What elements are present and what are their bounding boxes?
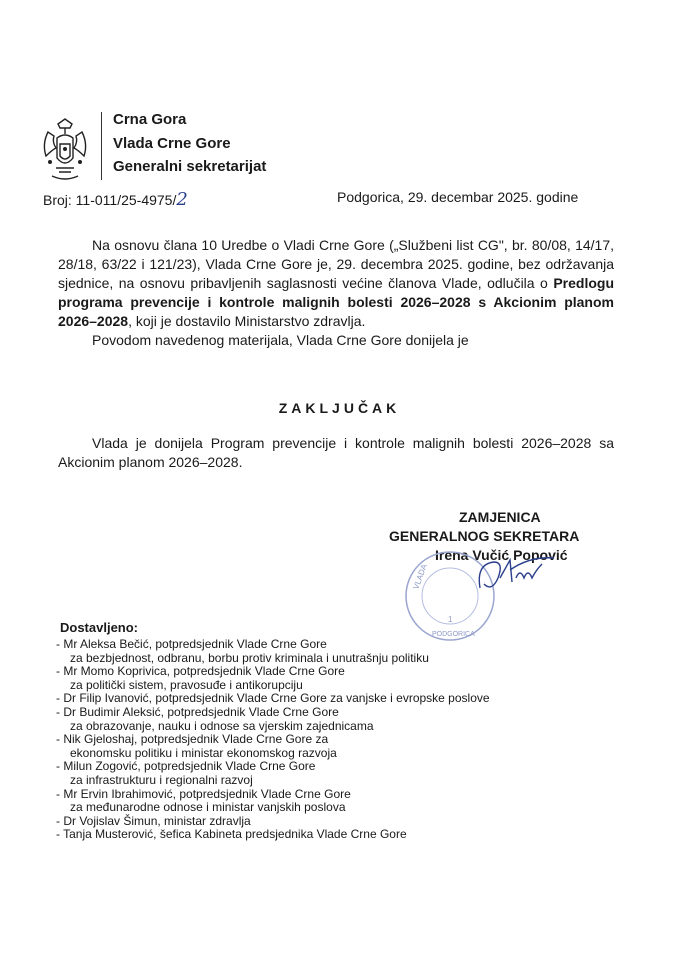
stamp-text-left: VLADA	[411, 562, 429, 591]
signatory-role-2: GENERALNOG SEKRETARA	[389, 528, 580, 544]
decision-sentence: Povodom navedenog materijala, Vlada Crne Gore donijela je	[92, 332, 469, 348]
conclusion-paragraph: Vlada je donijela Program prevencije i kontrole malignih bolesti 2026–2028 sa Akcionim planom 2026–2028.	[58, 435, 614, 470]
place-date: Podgorica, 29. decembar 2025. godine	[337, 189, 579, 205]
document-title: ZAKLJUČAK	[278, 400, 401, 416]
signatory-role-1: ZAMJENICA	[459, 509, 541, 525]
handwritten-signature	[470, 548, 560, 598]
list-item: - Mr Ervin Ibrahimović, potpredsjednik Vlade Crne Gore za međunarodne odnose i ministar vanjskih poslova	[56, 786, 351, 815]
stamp-number: 1	[448, 615, 453, 624]
header-government: Vlada Crne Gore	[113, 135, 231, 152]
header-department: Generalni sekretarijat	[113, 158, 267, 175]
reference-number: Broj: 11-011/25-4975/2	[43, 189, 188, 210]
signatory-name: Irena Vučić Popović	[435, 547, 568, 563]
list-item: - Milun Zogović, potpredsjednik Vlade Crne Gore za infrastrukturu i regionalni razvoj	[56, 759, 316, 787]
list-item: - Dr Vojislav Šimun, ministar zdravlja	[56, 813, 251, 828]
list-item: - Mr Aleksa Bečić, potpredsjednik Vlade Crne Gore za bezbjednost, odbranu, borbu protiv kriminala i unutrašnju politiku	[56, 637, 429, 665]
header-country: Crna Gora	[113, 111, 187, 128]
list-item: - Dr Budimir Aleksić, potpredsjednik Vlade Crne Gore za obrazovanje, nauku i odnose sa vjerskim zajednicama	[56, 704, 374, 733]
coat-of-arms-icon	[40, 118, 90, 182]
header-divider	[101, 112, 102, 180]
intro-paragraph: Na osnovu člana 10 Uredbe o Vladi Crne Gore („Službeni list CG", br. 80/08, 14/17, 28/18, 63/22 i 121/23), Vlada Crne Gore je, 29. decembra 2025. godine, bez održavanja sjednice, na osnovu pribavljenih saglasnosti većine članova Vlade, odlučila o Predlogu programa prevencije i kontrole malignih bolesti 2026–2028 s Akcionim planom 2026–2028, koji je dostavilo Ministarstvo zdravlja. Povodom navedenog materijala, Vlada Crne Gore donijela je	[58, 237, 614, 348]
list-item: - Tanja Musterović, šefica Kabineta predsjednika Vlade Crne Gore	[56, 827, 407, 842]
proposal-title: Predlogu programa prevencije i kontrole malignih bolesti 2026–2028 s Akcionim planom 2026–2028	[58, 275, 614, 329]
stamp-text-bottom: PODGORICA	[432, 631, 475, 638]
list-item: - Nik Gjeloshaj, potpredsjednik Vlade Crne Gore za ekonomsku politiku i ministar ekonomskog razvoja	[56, 732, 337, 760]
distribution-list	[56, 638, 490, 842]
distribution-heading: Dostavljeno:	[60, 620, 139, 635]
list-item: - Dr Filip Ivanović, potpredsjednik Vlade Crne Gore za vanjske i evropske poslove	[56, 691, 490, 706]
reference-handwritten: 2	[176, 189, 188, 210]
list-item: - Mr Momo Koprivica, potpredsjednik Vlade Crne Gore za politički sistem, pravosuđe i antikorupciju	[56, 664, 345, 692]
